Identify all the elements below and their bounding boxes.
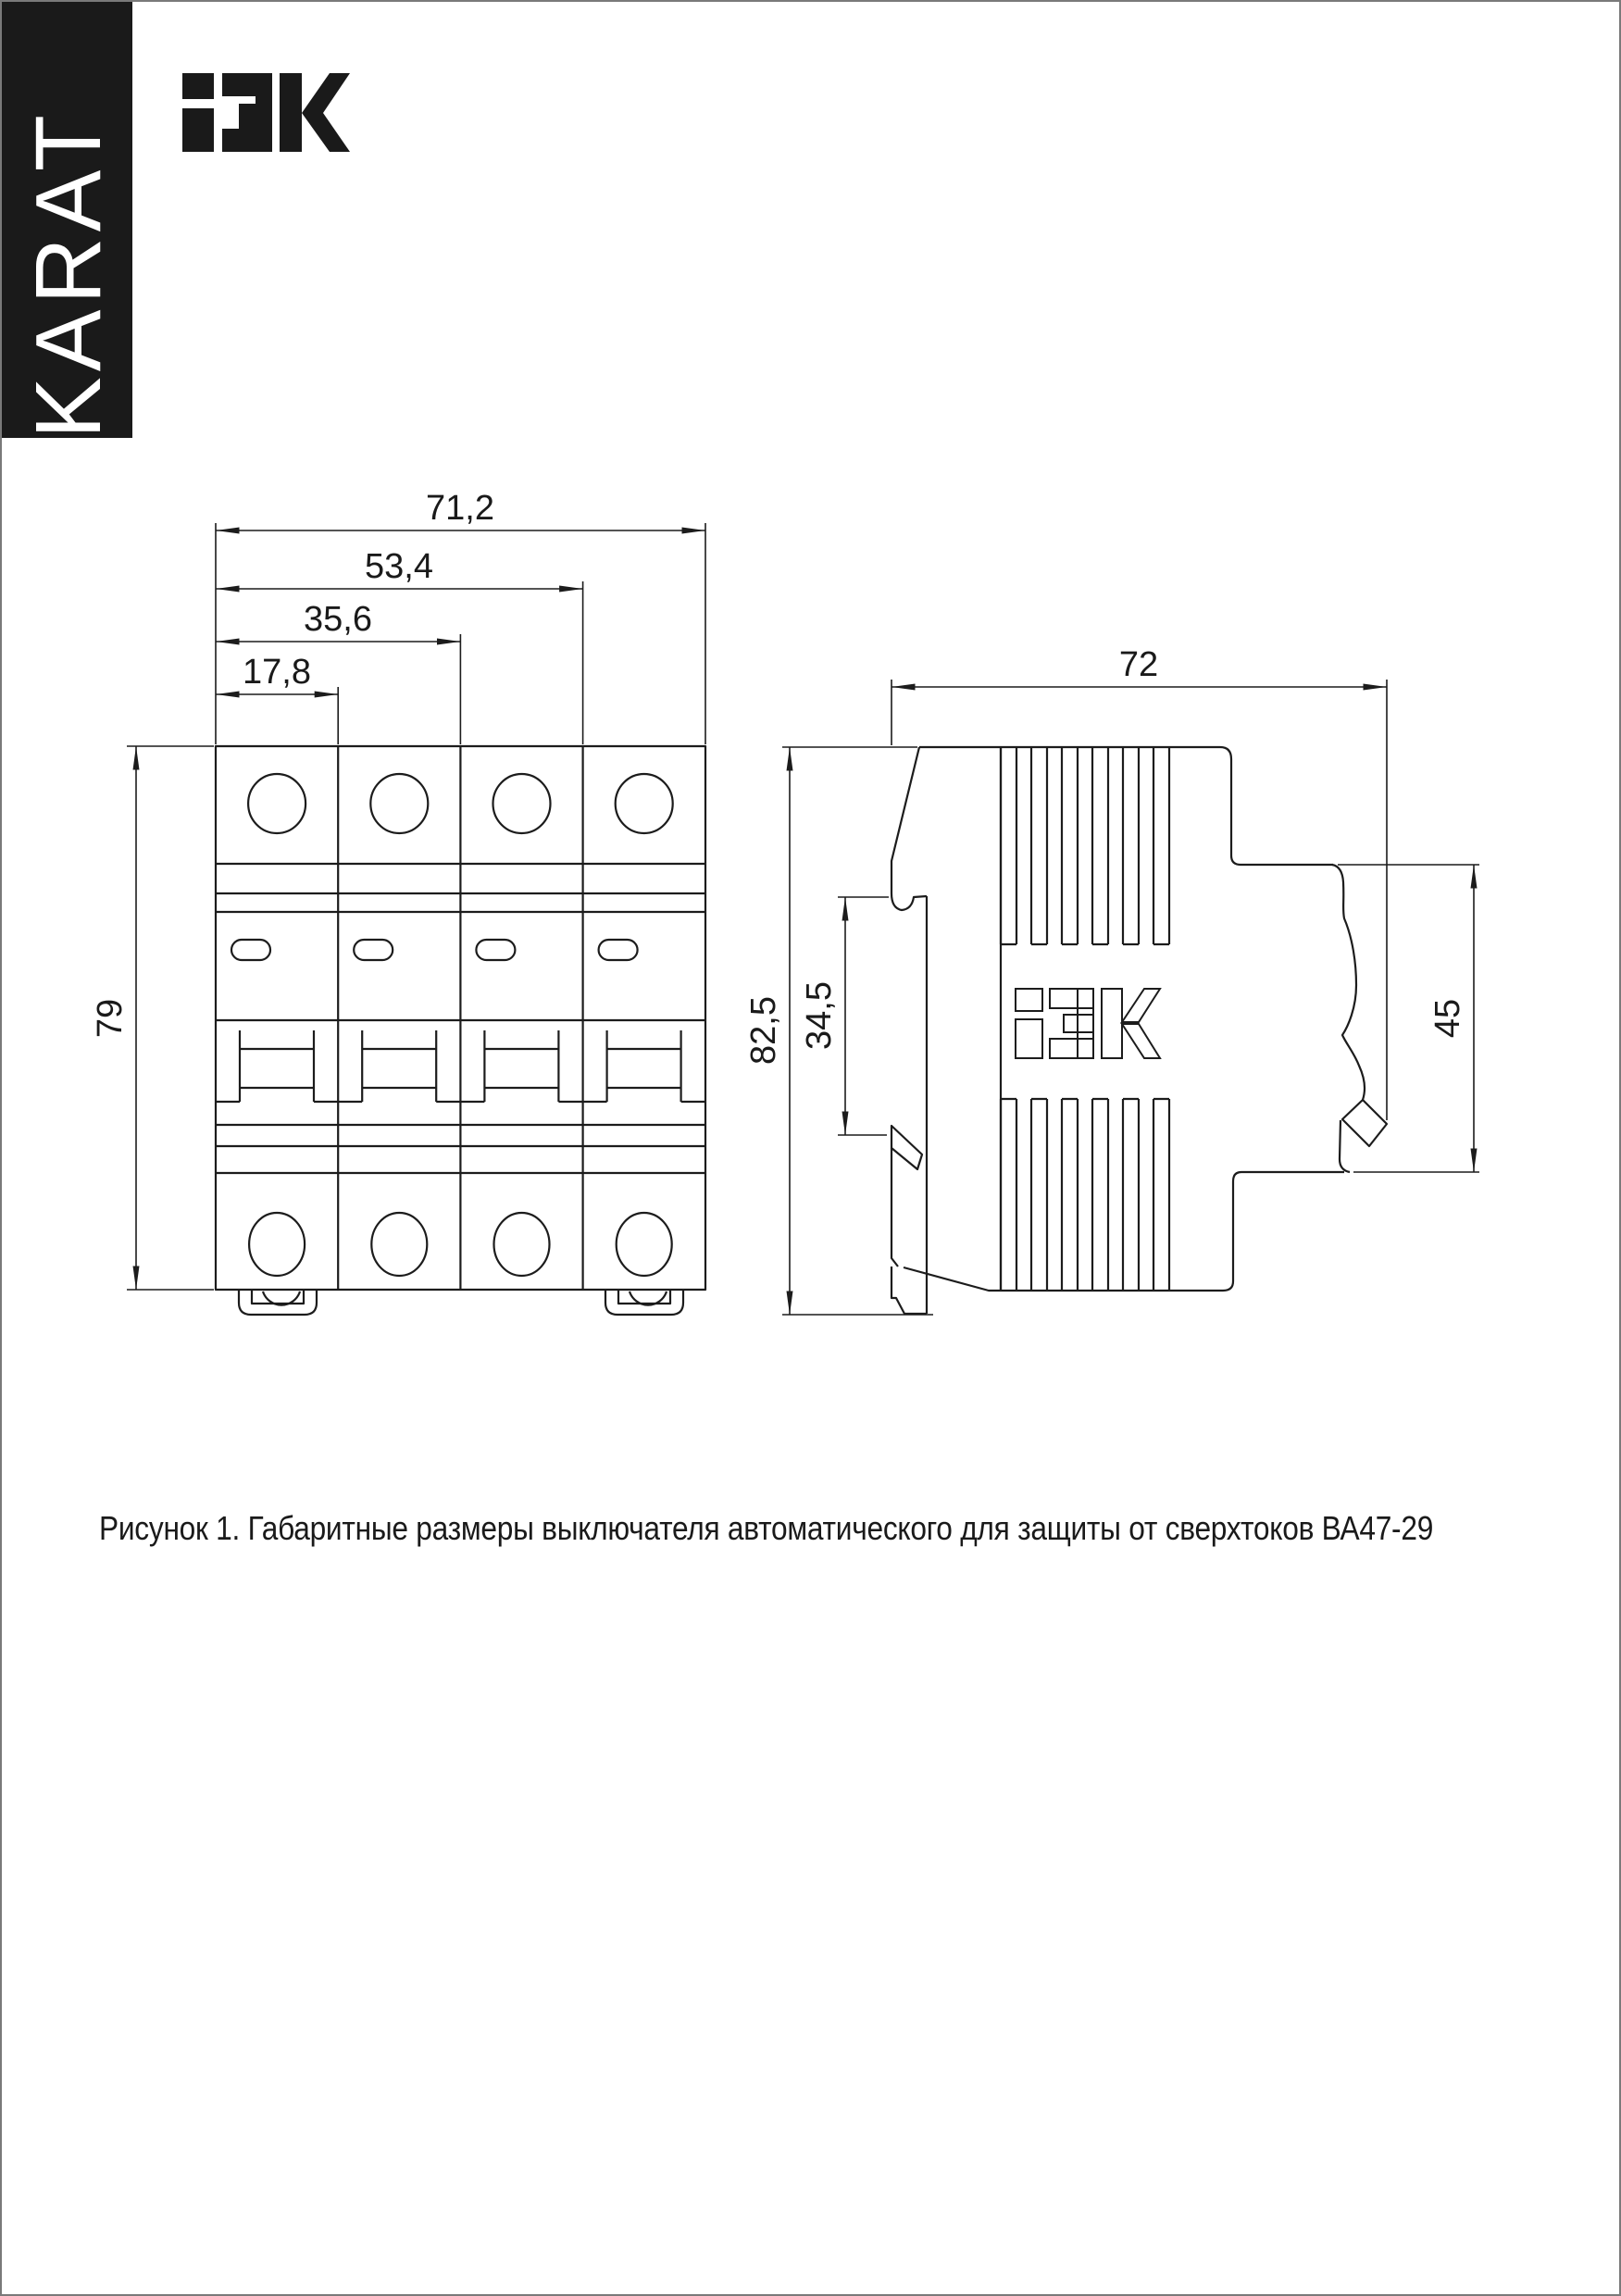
dim-side-din-height: 34,5: [800, 981, 839, 1050]
dim-side-depth: 72: [1118, 645, 1159, 684]
iek-logo-outline-icon: [1016, 989, 1160, 1058]
iek-logo: [182, 73, 350, 152]
front-view-drawing: [216, 746, 705, 1315]
dim-side-front-height: 45: [1428, 998, 1467, 1039]
side-view-drawing: [892, 747, 1387, 1314]
dim-front-width-1: 17,8: [243, 653, 311, 692]
din-clip-right: [605, 1291, 683, 1315]
dim-front-width-3: 53,4: [365, 547, 433, 586]
front-view-dimensions: [91, 489, 705, 1290]
din-clip-left: [239, 1291, 317, 1315]
karat-banner-text: KARAT: [17, 109, 120, 439]
side-view-dimensions: [744, 645, 1479, 1315]
dim-front-width-2: 35,6: [304, 600, 372, 639]
figure-caption: Рисунок 1. Габаритные размеры выключателя автоматического для защиты от сверхтоков ВА47-29: [99, 1509, 1434, 1547]
dim-side-total-height: 82,5: [744, 996, 783, 1065]
dim-front-total-width: 71,2: [426, 489, 494, 528]
dim-front-height: 79: [91, 998, 130, 1039]
